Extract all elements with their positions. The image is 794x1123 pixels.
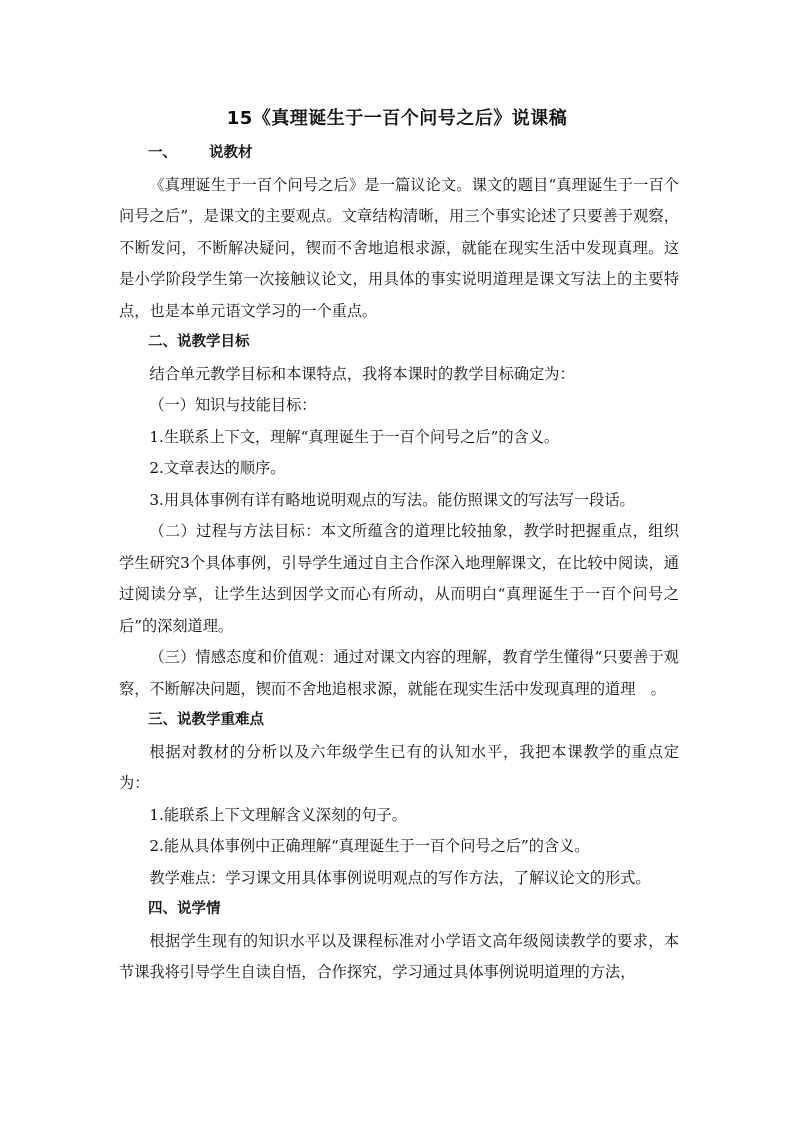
paragraph-key-points-intro: 根据对教材的分析以及六年级学生已有的认知水平，我把本课教学的重点定为： bbox=[119, 742, 679, 792]
goal-item-1: 1.生联系上下文，理解“真理诞生于一百个问号之后”的含义。 bbox=[149, 427, 560, 446]
section-heading-2: 二、说教学目标 bbox=[148, 334, 250, 350]
goal-item-3: 3.用具体事例有详有略地说明观点的写法。能仿照课文的写法写一段话。 bbox=[149, 490, 635, 509]
paragraph-process-method: （二）过程与方法目标：本文所蕴含的道理比较抽象，教学时把握重点，组织学生研究3个具体事例，引导学生通过自主合作深入地理解课文，在比较中阅读，通过阅读分享，让学生达到因学文而心有所动，从而明白“真理诞生于一百个问号之后”的深刻道理。 bbox=[119, 522, 679, 635]
goal-item-2: 2.文章表达的顺序。 bbox=[149, 459, 286, 477]
document-title: 15《真理诞生于一百个问号之后》说课稿 bbox=[226, 108, 568, 129]
section-heading-1 bbox=[119, 138, 679, 170]
section-heading-1-text: 说教材 bbox=[209, 145, 253, 161]
section-heading-3: 三、说教学重难点 bbox=[148, 712, 264, 728]
paragraph-goals-intro: 结合单元教学目标和本课特点，我将本课时的教学目标确定为： bbox=[149, 364, 575, 383]
paragraph-difficulty: 教学难点：学习课文用具体事例说明观点的写作方法，了解议论文的形式。 bbox=[149, 868, 651, 887]
paragraph-textbook-intro: 《真理诞生于一百个问号之后》是一篇议论文。课文的题目“真理诞生于一百个问号之后”，是课文的主要观点。文章结构清晰，用三个事实论述了只要善于观察，不断发问，不断解决疑问，锲而不舍地追根求源，就能在现实生活中发现真理。这是小学阶段学生第一次接触议论文，用具体的事实说明道理是课文写法上的主要特点，也是本单元语文学习的一个重点。 bbox=[119, 175, 679, 320]
section-number-1: 一、 bbox=[148, 145, 177, 161]
paragraph-student-analysis: 根据学生现有的知识水平以及课程标准对小学语文高年级阅读教学的要求，本节课我将引导学生自读自悟，合作探究，学习通过具体事例说明道理的方法， bbox=[119, 931, 679, 981]
key-point-item-2: 2.能从具体事例中正确理解“真理诞生于一百个问号之后”的含义。 bbox=[149, 837, 590, 855]
document-body bbox=[119, 138, 679, 989]
key-point-item-1: 1.能联系上下文理解含义深刻的句子。 bbox=[149, 805, 407, 824]
subheading-knowledge-skills: （一）知识与技能目标： bbox=[149, 396, 317, 414]
section-heading-4: 四、说学情 bbox=[148, 901, 221, 917]
paragraph-emotion-values: （三）情感态度和价值观：通过对课文内容的理解，教育学生懂得“只要善于观察，不断解决问题，锲而不舍地追根求源，就能在现实生活中发现真理的道理 。 bbox=[119, 648, 679, 698]
